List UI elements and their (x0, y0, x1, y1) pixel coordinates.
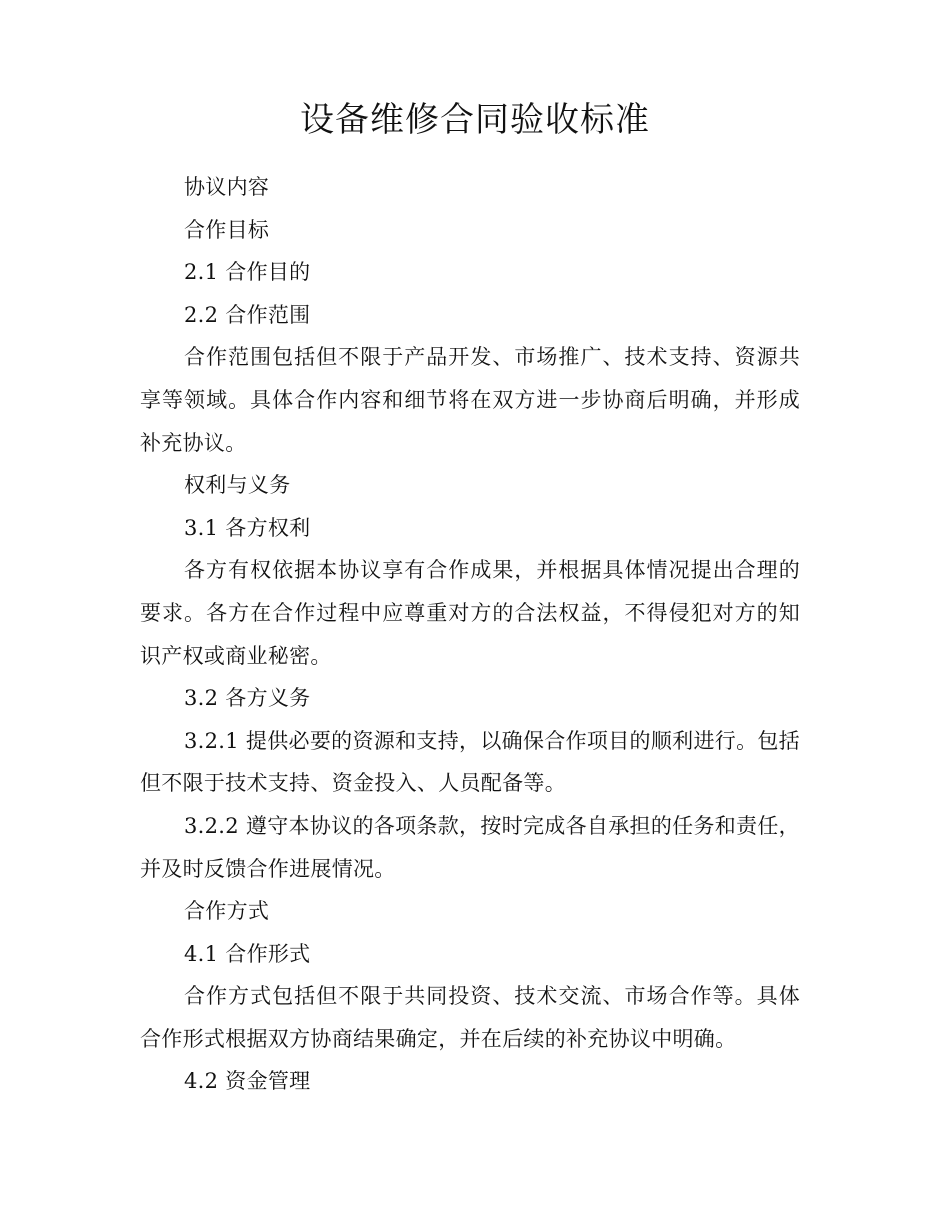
clause-3-2-2: 3.2.2 遵守本协议的各项条款，按时完成各自承担的任务和责任，并及时反馈合作进展情况。 (140, 813, 800, 881)
subheading-2-1: 2.1 合作目的 (184, 260, 311, 285)
subheading-4-2: 4.2 资金管理 (184, 1069, 311, 1094)
clause-3-2-1: 3.2.1 提供必要的资源和支持，以确保合作项目的顺利进行。包括但不限于技术支持、资金投入、人员配备等。 (140, 728, 800, 796)
heading-cooperation-method: 合作方式 (184, 899, 270, 924)
paragraph-cooperation-scope: 合作范围包括但不限于产品开发、市场推广、技术支持、资源共享等领域。具体合作内容和细节将在双方进一步协商后明确，并形成补充协议。 (140, 345, 800, 455)
subheading-4-1: 4.1 合作形式 (184, 941, 311, 966)
heading-agreement-content: 协议内容 (184, 175, 270, 199)
subheading-2-2: 2.2 合作范围 (184, 302, 311, 327)
paragraph-rights: 各方有权依据本协议享有合作成果，并根据具体情况提出合理的要求。各方在合作过程中应尊重对方的合法权益，不得侵犯对方的知识产权或商业秘密。 (140, 558, 800, 668)
paragraph-cooperation-form: 合作方式包括但不限于共同投资、技术交流、市场合作等。具体合作形式根据双方协商结果确定，并在后续的补充协议中明确。 (140, 984, 800, 1051)
heading-cooperation-goal: 合作目标 (184, 217, 270, 242)
subheading-3-1: 3.1 各方权利 (184, 515, 311, 540)
document-body (140, 166, 800, 1103)
subheading-3-2: 3.2 各方义务 (184, 686, 311, 711)
document-title: 设备维修合同验收标准 (300, 100, 650, 140)
heading-rights-obligations: 权利与义务 (184, 473, 291, 498)
